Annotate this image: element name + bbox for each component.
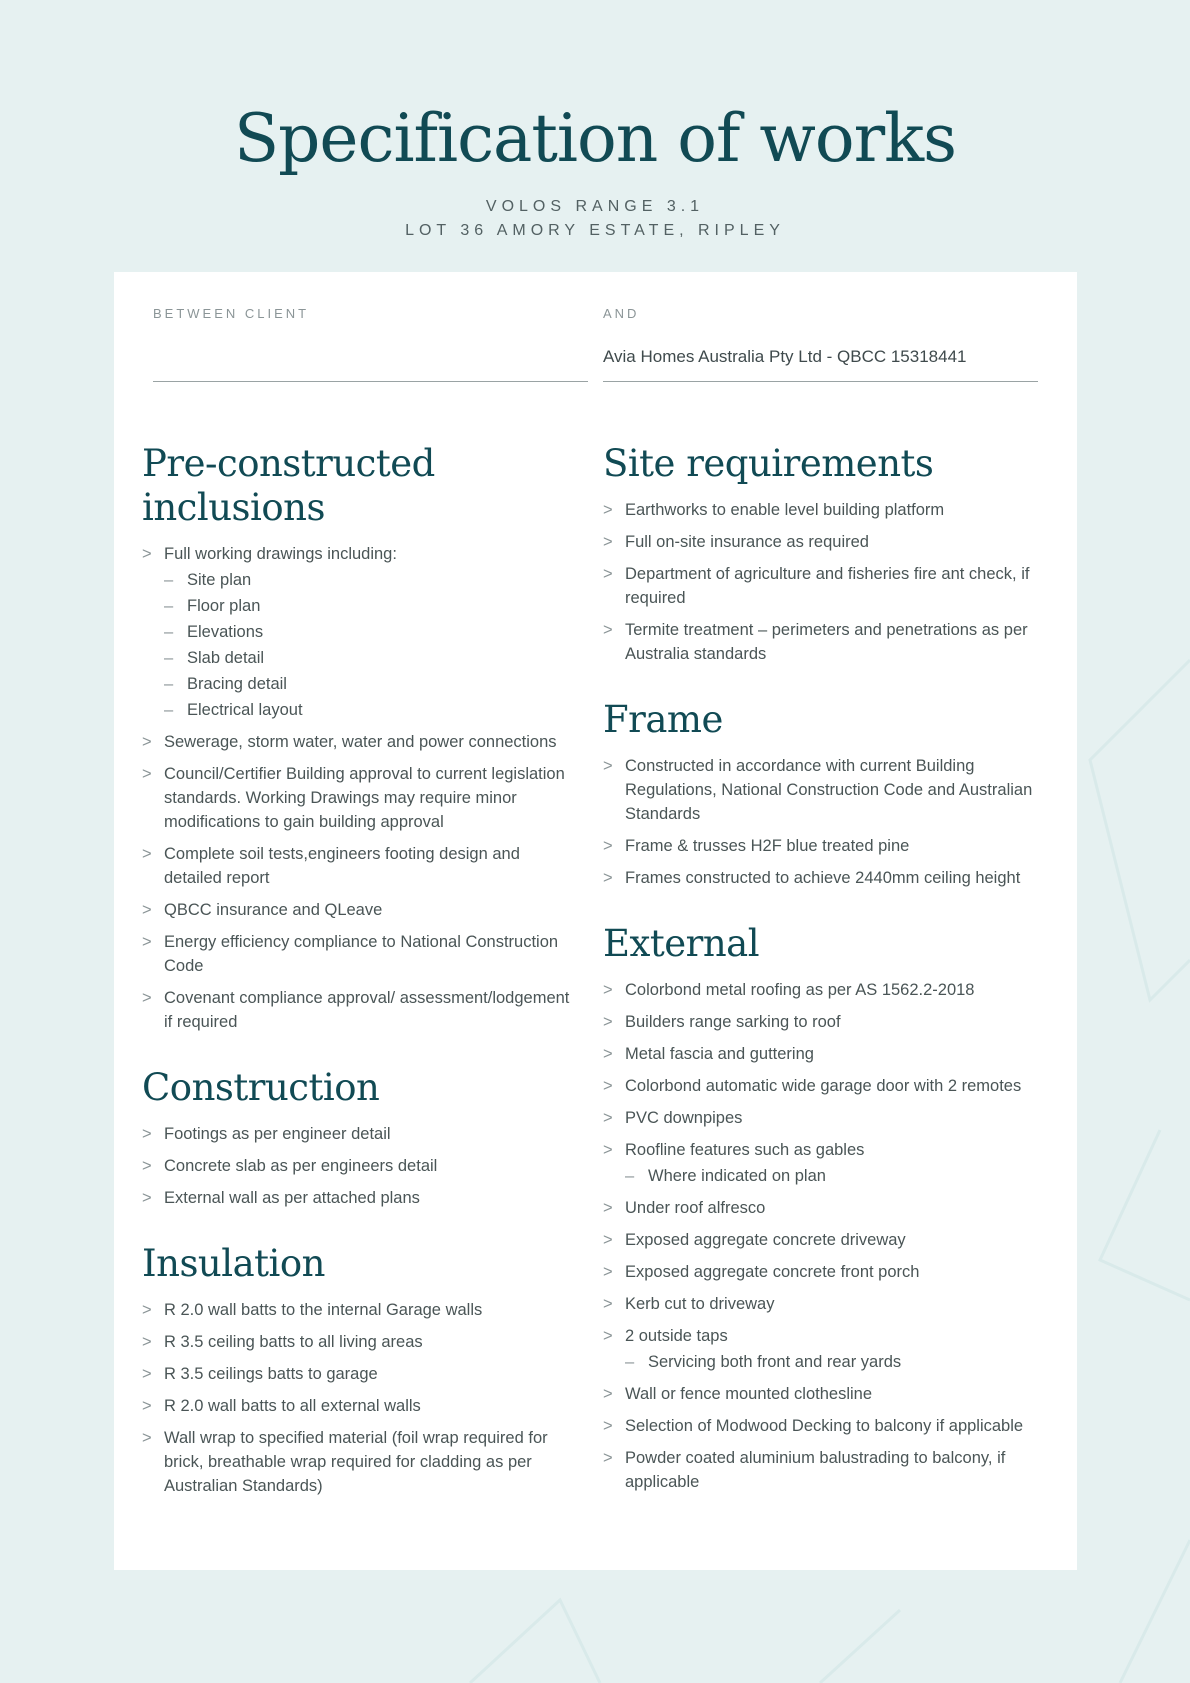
item-text: QBCC insurance and QLeave bbox=[164, 901, 383, 919]
item-text: Frames constructed to achieve 2440mm ceiling height bbox=[625, 869, 1021, 887]
chevron-right-icon: > bbox=[603, 1109, 613, 1127]
chevron-right-icon: > bbox=[142, 1397, 152, 1415]
sub-item-text: Floor plan bbox=[187, 597, 261, 615]
item-text: Builders range sarking to roof bbox=[625, 1013, 841, 1031]
chevron-right-icon: > bbox=[142, 1189, 152, 1207]
item-text: Earthworks to enable level building platform bbox=[625, 501, 945, 519]
item-text: Metal fascia and guttering bbox=[625, 1045, 814, 1063]
dash-icon: – bbox=[164, 571, 174, 589]
section-frame bbox=[603, 698, 1043, 890]
chevron-right-icon: > bbox=[142, 901, 152, 919]
chevron-right-icon: > bbox=[603, 1295, 613, 1313]
item-text: Concrete slab as per engineers detail bbox=[164, 1157, 438, 1175]
list-item bbox=[142, 1122, 582, 1146]
sub-list bbox=[164, 568, 582, 722]
sub-item bbox=[625, 1164, 1043, 1188]
item-list bbox=[603, 754, 1043, 890]
section-insulation bbox=[142, 1242, 582, 1498]
list-item bbox=[603, 1382, 1043, 1406]
client-party bbox=[153, 306, 588, 382]
list-item bbox=[142, 842, 582, 890]
sub-item-text: Elevations bbox=[187, 623, 264, 641]
list-item bbox=[603, 834, 1043, 858]
dash-icon: – bbox=[164, 649, 174, 667]
chevron-right-icon: > bbox=[142, 989, 152, 1007]
sub-item-text: Site plan bbox=[187, 571, 252, 589]
sub-item-text: Servicing both front and rear yards bbox=[648, 1353, 902, 1371]
list-item bbox=[603, 1260, 1043, 1284]
list-item bbox=[142, 1298, 582, 1322]
section-site-requirements bbox=[603, 442, 1043, 666]
list-item bbox=[603, 1324, 1043, 1374]
range-name: VOLOS RANGE 3.1 bbox=[485, 198, 705, 215]
section-construction bbox=[142, 1066, 582, 1210]
item-list bbox=[142, 1298, 582, 1498]
list-item bbox=[603, 530, 1043, 554]
list-item bbox=[603, 1074, 1043, 1098]
page-subtitle bbox=[0, 195, 1190, 243]
item-text: Constructed in accordance with current Building Regulations, National Construction Code and Australian Standards bbox=[625, 757, 1033, 823]
list-item bbox=[603, 1228, 1043, 1252]
chevron-right-icon: > bbox=[603, 1417, 613, 1435]
item-text: Colorbond automatic wide garage door with 2 remotes bbox=[625, 1077, 1022, 1095]
builder-party bbox=[603, 306, 1038, 382]
item-text: Energy efficiency compliance to National Construction Code bbox=[164, 933, 559, 975]
chevron-right-icon: > bbox=[603, 1141, 613, 1159]
sub-item-text: Where indicated on plan bbox=[648, 1167, 826, 1185]
list-item bbox=[603, 978, 1043, 1002]
item-text: Covenant compliance approval/ assessment/lodgement if required bbox=[164, 989, 570, 1031]
sub-list bbox=[625, 1164, 1043, 1188]
sub-item bbox=[164, 672, 582, 696]
client-name-field[interactable] bbox=[153, 347, 588, 371]
page-header bbox=[0, 100, 1190, 243]
list-item bbox=[603, 498, 1043, 522]
item-text: Sewerage, storm water, water and power connections bbox=[164, 733, 557, 751]
list-item bbox=[142, 1154, 582, 1178]
chevron-right-icon: > bbox=[603, 1385, 613, 1403]
sub-item-text: Electrical layout bbox=[187, 701, 303, 719]
section-title: External bbox=[603, 922, 760, 965]
sub-item bbox=[625, 1350, 1043, 1374]
item-text: Wall or fence mounted clothesline bbox=[625, 1385, 873, 1403]
dash-icon: – bbox=[164, 675, 174, 693]
spec-card bbox=[114, 272, 1077, 1570]
item-text: 2 outside taps bbox=[625, 1327, 728, 1345]
chevron-right-icon: > bbox=[603, 757, 613, 775]
chevron-right-icon: > bbox=[142, 765, 152, 783]
chevron-right-icon: > bbox=[603, 1231, 613, 1249]
sub-item-text: Bracing detail bbox=[187, 675, 287, 693]
chevron-right-icon: > bbox=[142, 1125, 152, 1143]
item-text: Exposed aggregate concrete driveway bbox=[625, 1231, 906, 1249]
section-title: Construction bbox=[142, 1066, 380, 1109]
chevron-right-icon: > bbox=[142, 733, 152, 751]
sub-item bbox=[164, 594, 582, 618]
chevron-right-icon: > bbox=[603, 869, 613, 887]
list-item bbox=[603, 1106, 1043, 1130]
item-text: R 2.0 wall batts to all external walls bbox=[164, 1397, 421, 1415]
list-item bbox=[142, 1330, 582, 1354]
chevron-right-icon: > bbox=[142, 1365, 152, 1383]
sub-item bbox=[164, 568, 582, 592]
chevron-right-icon: > bbox=[603, 565, 613, 583]
list-item bbox=[603, 562, 1043, 610]
section-title: Site requirements bbox=[603, 442, 934, 485]
sub-list bbox=[625, 1350, 1043, 1374]
item-list bbox=[142, 1122, 582, 1210]
chevron-right-icon: > bbox=[603, 1013, 613, 1031]
sub-item bbox=[164, 646, 582, 670]
item-text: Termite treatment – perimeters and penetrations as per Australia standards bbox=[625, 621, 1028, 663]
lot-address: LOT 36 AMORY ESTATE, RIPLEY bbox=[405, 222, 785, 239]
chevron-right-icon: > bbox=[142, 1157, 152, 1175]
chevron-right-icon: > bbox=[603, 621, 613, 639]
dash-icon: – bbox=[164, 701, 174, 719]
item-text: Exposed aggregate concrete front porch bbox=[625, 1263, 920, 1281]
item-text: R 3.5 ceilings batts to garage bbox=[164, 1365, 378, 1383]
item-list bbox=[603, 498, 1043, 666]
chevron-right-icon: > bbox=[603, 1449, 613, 1467]
left-column bbox=[142, 442, 582, 1530]
client-label: BETWEEN CLIENT bbox=[153, 306, 310, 321]
list-item bbox=[603, 1138, 1043, 1188]
item-text: Complete soil tests,engineers footing design and detailed report bbox=[164, 845, 520, 887]
item-list bbox=[142, 542, 582, 1034]
chevron-right-icon: > bbox=[142, 933, 152, 951]
item-text: Council/Certifier Building approval to current legislation standards. Working Drawings may require minor modifications to gain building approval bbox=[164, 765, 565, 831]
item-text: Wall wrap to specified material (foil wrap required for brick, breathable wrap required for cladding as per Australian Standards) bbox=[164, 1429, 548, 1495]
item-text: Frame & trusses H2F blue treated pine bbox=[625, 837, 910, 855]
item-text: Roofline features such as gables bbox=[625, 1141, 865, 1159]
dash-icon: – bbox=[164, 597, 174, 615]
list-item bbox=[142, 1362, 582, 1386]
chevron-right-icon: > bbox=[603, 533, 613, 551]
section-title: Frame bbox=[603, 698, 723, 741]
list-item bbox=[142, 1186, 582, 1210]
chevron-right-icon: > bbox=[142, 845, 152, 863]
item-text: Footings as per engineer detail bbox=[164, 1125, 391, 1143]
chevron-right-icon: > bbox=[603, 1199, 613, 1217]
dash-icon: – bbox=[164, 623, 174, 641]
section-title: Insulation bbox=[142, 1242, 325, 1285]
list-item bbox=[142, 730, 582, 754]
page-title: Specification of works bbox=[233, 100, 957, 177]
sub-item bbox=[164, 620, 582, 644]
chevron-right-icon: > bbox=[142, 1301, 152, 1319]
list-item bbox=[142, 1426, 582, 1498]
chevron-right-icon: > bbox=[142, 1429, 152, 1447]
list-item bbox=[603, 1042, 1043, 1066]
sub-item-text: Slab detail bbox=[187, 649, 265, 667]
list-item bbox=[603, 1196, 1043, 1220]
item-text: Full working drawings including: bbox=[164, 545, 397, 563]
item-list bbox=[603, 978, 1043, 1494]
chevron-right-icon: > bbox=[603, 501, 613, 519]
chevron-right-icon: > bbox=[603, 837, 613, 855]
dash-icon: – bbox=[625, 1353, 635, 1371]
list-item bbox=[142, 986, 582, 1034]
section-external bbox=[603, 922, 1043, 1494]
list-item bbox=[603, 1010, 1043, 1034]
section-title: Pre-constructed inclusions bbox=[142, 442, 435, 529]
chevron-right-icon: > bbox=[142, 545, 152, 563]
list-item bbox=[603, 618, 1043, 666]
chevron-right-icon: > bbox=[603, 981, 613, 999]
sub-item bbox=[164, 698, 582, 722]
chevron-right-icon: > bbox=[142, 1333, 152, 1351]
list-item bbox=[603, 754, 1043, 826]
item-text: PVC downpipes bbox=[625, 1109, 743, 1127]
list-item bbox=[603, 1414, 1043, 1438]
chevron-right-icon: > bbox=[603, 1045, 613, 1063]
section-preconstructed bbox=[142, 442, 582, 1034]
item-text: Department of agriculture and fisheries fire ant check, if required bbox=[625, 565, 1030, 607]
item-text: Under roof alfresco bbox=[625, 1199, 766, 1217]
list-item bbox=[142, 1394, 582, 1418]
list-item bbox=[142, 762, 582, 834]
dash-icon: – bbox=[625, 1167, 635, 1185]
list-item bbox=[603, 1446, 1043, 1494]
chevron-right-icon: > bbox=[603, 1263, 613, 1281]
item-text: Selection of Modwood Decking to balcony if applicable bbox=[625, 1417, 1024, 1435]
client-signature-line bbox=[153, 381, 588, 382]
right-column bbox=[603, 442, 1043, 1526]
builder-name: Avia Homes Australia Pty Ltd - QBCC 15318441 bbox=[603, 347, 967, 366]
list-item bbox=[142, 930, 582, 978]
item-text: Colorbond metal roofing as per AS 1562.2-2018 bbox=[625, 981, 975, 999]
list-item bbox=[603, 866, 1043, 890]
chevron-right-icon: > bbox=[603, 1077, 613, 1095]
list-item bbox=[142, 542, 582, 722]
item-text: External wall as per attached plans bbox=[164, 1189, 420, 1207]
item-text: Full on-site insurance as required bbox=[625, 533, 869, 551]
item-text: Powder coated aluminium balustrading to balcony, if applicable bbox=[625, 1449, 1006, 1491]
builder-signature-line bbox=[603, 381, 1038, 382]
item-text: R 2.0 wall batts to the internal Garage walls bbox=[164, 1301, 483, 1319]
list-item bbox=[603, 1292, 1043, 1316]
item-text: R 3.5 ceiling batts to all living areas bbox=[164, 1333, 423, 1351]
and-label: AND bbox=[603, 306, 640, 321]
item-text: Kerb cut to driveway bbox=[625, 1295, 775, 1313]
list-item bbox=[142, 898, 582, 922]
chevron-right-icon: > bbox=[603, 1327, 613, 1345]
